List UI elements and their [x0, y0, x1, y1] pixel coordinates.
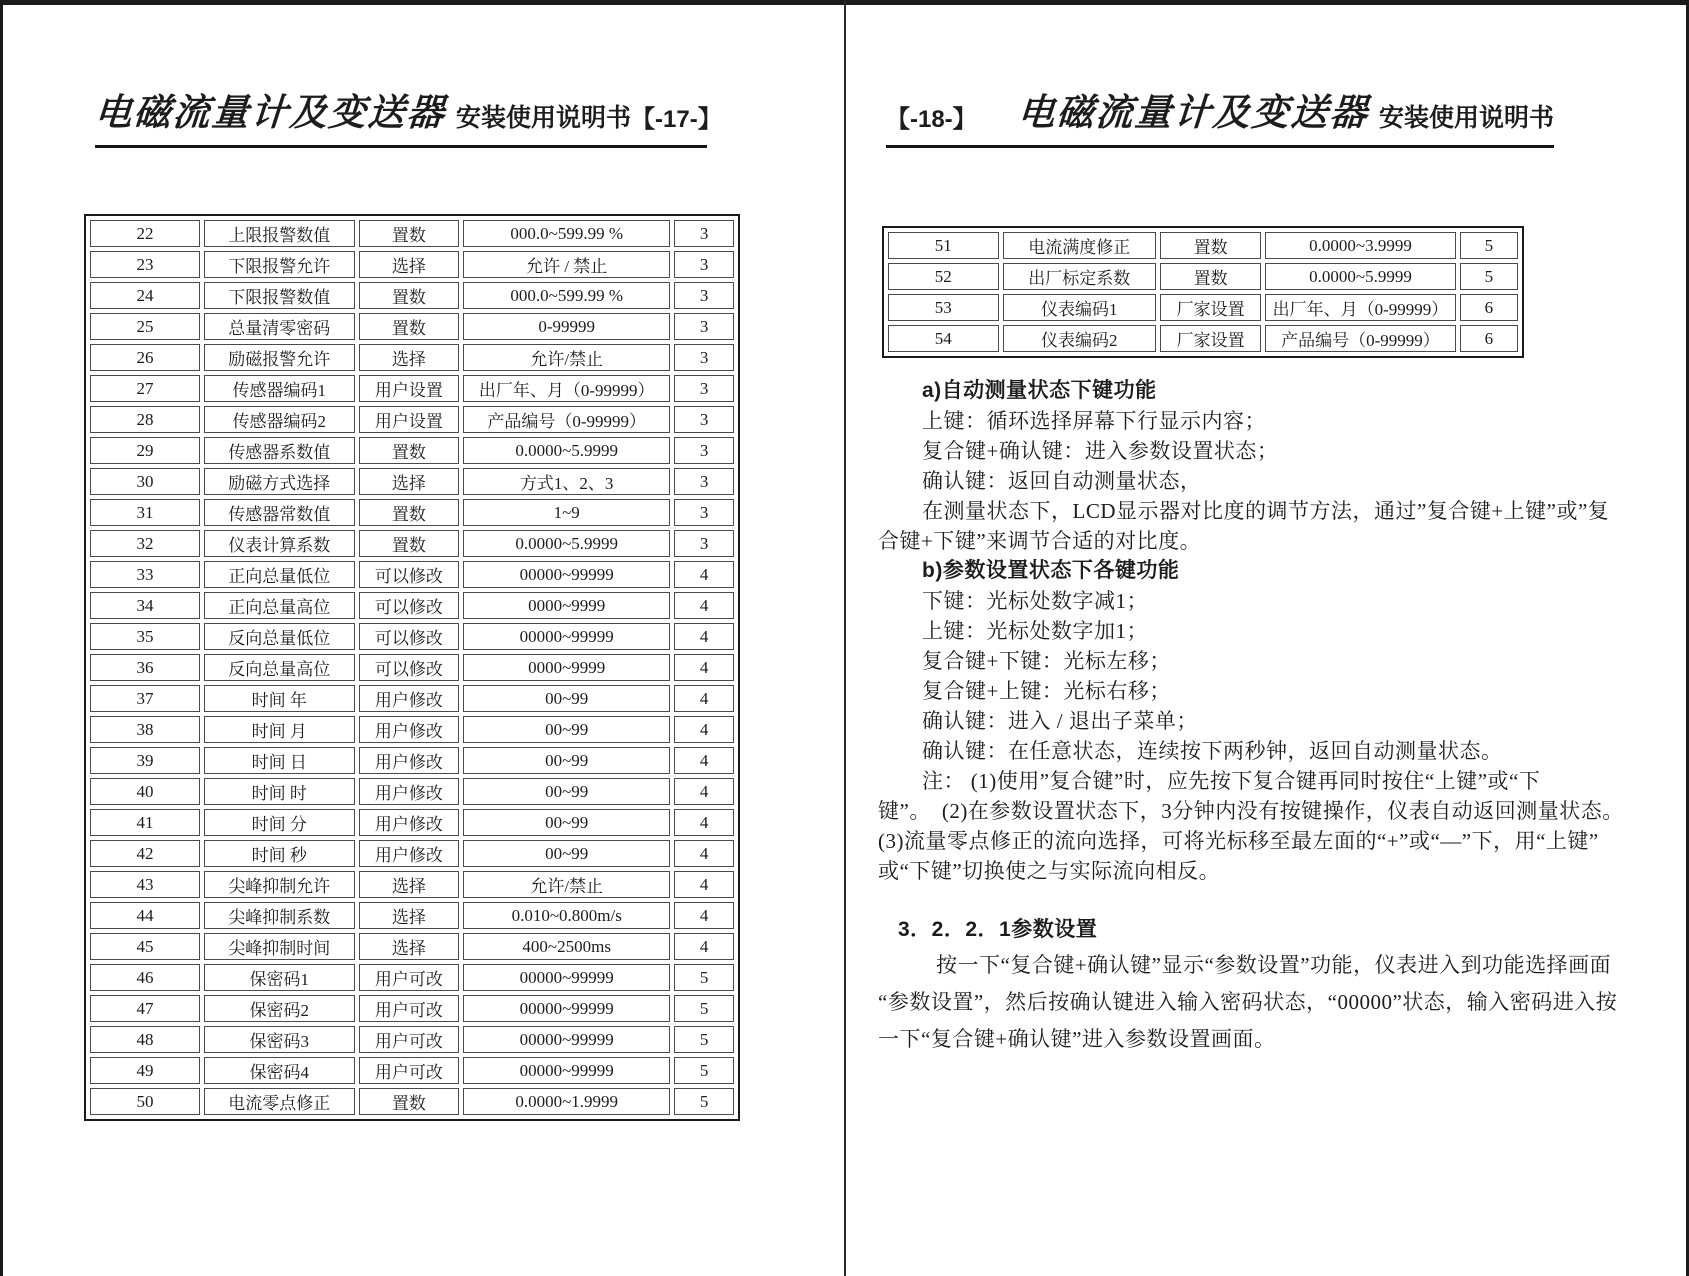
param-digits-cell: 5 — [1460, 263, 1518, 290]
param-type-cell: 可以修改 — [359, 623, 459, 650]
table-row — [90, 1088, 734, 1115]
table-row — [90, 840, 734, 867]
param-type-cell: 选择 — [359, 468, 459, 495]
table-row — [90, 964, 734, 991]
param-type-cell: 置数 — [359, 220, 459, 247]
param-number-cell: 45 — [90, 933, 200, 960]
table-row — [90, 809, 734, 836]
param-digits-cell: 4 — [674, 592, 734, 619]
param-number-cell: 41 — [90, 809, 200, 836]
parameter-table-22-50 — [84, 214, 740, 1121]
param-digits-cell: 5 — [674, 995, 734, 1022]
param-type-cell: 用户可改 — [359, 1026, 459, 1053]
param-number-cell: 36 — [90, 654, 200, 681]
table-row — [888, 294, 1518, 321]
param-digits-cell: 5 — [674, 1088, 734, 1115]
table-row — [90, 375, 734, 402]
param-number-cell: 40 — [90, 778, 200, 805]
text-line: 上键：光标处数字加1； — [922, 619, 1148, 643]
param-name-cell: 仪表编码1 — [1003, 294, 1157, 321]
param-range-cell: 00~99 — [463, 716, 670, 743]
param-number-cell: 34 — [90, 592, 200, 619]
param-range-cell: 0.0000~1.9999 — [463, 1088, 670, 1115]
text-line: 一下“复合键+确认键”进入参数设置画面。 — [878, 1027, 1276, 1051]
table-row — [90, 1026, 734, 1053]
param-name-cell: 电流零点修正 — [204, 1088, 355, 1115]
param-digits-cell: 3 — [674, 313, 734, 340]
param-number-cell: 39 — [90, 747, 200, 774]
table-row — [90, 747, 734, 774]
param-number-cell: 22 — [90, 220, 200, 247]
param-name-cell: 保密码3 — [204, 1026, 355, 1053]
param-type-cell: 用户修改 — [359, 809, 459, 836]
table-row — [90, 282, 734, 309]
param-range-cell: 400~2500ms — [463, 933, 670, 960]
table-row — [90, 716, 734, 743]
param-type-cell: 用户设置 — [359, 406, 459, 433]
param-range-cell: 00~99 — [463, 840, 670, 867]
text-line: 确认键：在任意状态，连续按下两秒钟，返回自动测量状态。 — [922, 739, 1503, 763]
manual-subtitle: 安装使用说明书 — [456, 104, 632, 132]
param-range-cell: 0.010~0.800m/s — [463, 902, 670, 929]
param-number-cell: 33 — [90, 561, 200, 588]
param-type-cell: 用户可改 — [359, 995, 459, 1022]
param-type-cell: 置数 — [1160, 263, 1261, 290]
param-digits-cell: 6 — [1460, 325, 1518, 352]
param-number-cell: 30 — [90, 468, 200, 495]
param-number-cell: 24 — [90, 282, 200, 309]
param-type-cell: 可以修改 — [359, 592, 459, 619]
param-type-cell: 厂家设置 — [1160, 294, 1261, 321]
param-number-cell: 42 — [90, 840, 200, 867]
param-range-cell: 产品编号（0-99999） — [1265, 325, 1455, 352]
param-range-cell: 00000~99999 — [463, 623, 670, 650]
param-digits-cell: 4 — [674, 716, 734, 743]
param-digits-cell: 3 — [674, 530, 734, 557]
text-line: 上键：循环选择屏幕下行显示内容； — [922, 409, 1266, 433]
text-line: 复合键+确认键：进入参数设置状态； — [922, 439, 1279, 463]
table-row — [90, 344, 734, 371]
param-type-cell: 置数 — [359, 499, 459, 526]
param-name-cell: 尖峰抑制系数 — [204, 902, 355, 929]
param-range-cell: 00~99 — [463, 685, 670, 712]
param-type-cell: 选择 — [359, 933, 459, 960]
text-line: 3．2．2．1参数设置 — [898, 918, 1098, 941]
param-digits-cell: 3 — [674, 220, 734, 247]
param-digits-cell: 3 — [674, 468, 734, 495]
param-range-cell: 出厂年、月（0-99999） — [1265, 294, 1455, 321]
param-type-cell: 置数 — [359, 530, 459, 557]
param-digits-cell: 4 — [674, 778, 734, 805]
param-digits-cell: 6 — [1460, 294, 1518, 321]
page-17 — [0, 0, 844, 1276]
text-line: a)自动测量状态下键功能 — [922, 379, 1157, 402]
param-range-cell: 0.0000~5.9999 — [1265, 263, 1455, 290]
key-functions-text — [878, 376, 1624, 1058]
table-row — [90, 220, 734, 247]
table-row — [90, 561, 734, 588]
param-number-cell: 48 — [90, 1026, 200, 1053]
table-row — [888, 232, 1518, 259]
param-type-cell: 选择 — [359, 871, 459, 898]
param-range-cell: 00000~99999 — [463, 995, 670, 1022]
param-name-cell: 传感器系数值 — [204, 437, 355, 464]
param-number-cell: 27 — [90, 375, 200, 402]
text-line: 在测量状态下，LCD显示器对比度的调节方法，通过”复合键+上键”或”复 — [922, 499, 1610, 523]
text-line: 注： (1)使用”复合键”时，应先按下复合键再同时按住“上键”或“下 — [922, 769, 1541, 793]
page-number: 【-18-】 — [886, 106, 977, 133]
param-number-cell: 29 — [90, 437, 200, 464]
param-range-cell: 0.0000~3.9999 — [1265, 232, 1455, 259]
page-18-header — [886, 82, 1554, 148]
table-row — [90, 406, 734, 433]
param-digits-cell: 5 — [674, 964, 734, 991]
param-type-cell: 选择 — [359, 251, 459, 278]
param-digits-cell: 4 — [674, 871, 734, 898]
table-row — [90, 313, 734, 340]
param-name-cell: 上限报警数值 — [204, 220, 355, 247]
param-number-cell: 54 — [888, 325, 999, 352]
param-name-cell: 保密码4 — [204, 1057, 355, 1084]
param-type-cell: 用户修改 — [359, 778, 459, 805]
param-digits-cell: 5 — [674, 1057, 734, 1084]
param-number-cell: 50 — [90, 1088, 200, 1115]
param-range-cell: 出厂年、月（0-99999） — [463, 375, 670, 402]
param-number-cell: 51 — [888, 232, 999, 259]
table-row — [90, 995, 734, 1022]
param-name-cell: 出厂标定系数 — [1003, 263, 1157, 290]
param-digits-cell: 4 — [674, 561, 734, 588]
table-row — [90, 437, 734, 464]
param-range-cell: 0000~9999 — [463, 654, 670, 681]
param-digits-cell: 4 — [674, 654, 734, 681]
param-range-cell: 方式1、2、3 — [463, 468, 670, 495]
table-row — [90, 871, 734, 898]
table-row — [90, 933, 734, 960]
param-digits-cell: 4 — [674, 902, 734, 929]
param-name-cell: 时间 分 — [204, 809, 355, 836]
param-range-cell: 产品编号（0-99999） — [463, 406, 670, 433]
text-line: 合键+下键”来调节合适的对比度。 — [878, 529, 1202, 553]
param-range-cell: 0.0000~5.9999 — [463, 530, 670, 557]
param-name-cell: 正向总量高位 — [204, 592, 355, 619]
param-number-cell: 49 — [90, 1057, 200, 1084]
param-name-cell: 励磁报警允许 — [204, 344, 355, 371]
text-line: 下键：光标处数字减1； — [922, 589, 1148, 613]
param-digits-cell: 5 — [1460, 232, 1518, 259]
param-number-cell: 53 — [888, 294, 999, 321]
param-type-cell: 用户可改 — [359, 1057, 459, 1084]
param-digits-cell: 4 — [674, 933, 734, 960]
param-digits-cell: 3 — [674, 251, 734, 278]
param-name-cell: 电流满度修正 — [1003, 232, 1157, 259]
param-range-cell: 允许/禁止 — [463, 871, 670, 898]
param-digits-cell: 3 — [674, 437, 734, 464]
param-name-cell: 时间 年 — [204, 685, 355, 712]
table-row — [90, 623, 734, 650]
param-digits-cell: 3 — [674, 499, 734, 526]
param-digits-cell: 4 — [674, 809, 734, 836]
param-name-cell: 保密码2 — [204, 995, 355, 1022]
param-range-cell: 0000~9999 — [463, 592, 670, 619]
param-name-cell: 励磁方式选择 — [204, 468, 355, 495]
param-range-cell: 允许 / 禁止 — [463, 251, 670, 278]
param-number-cell: 28 — [90, 406, 200, 433]
table-row — [90, 685, 734, 712]
param-range-cell: 00~99 — [463, 809, 670, 836]
param-name-cell: 传感器编码2 — [204, 406, 355, 433]
table-row — [90, 468, 734, 495]
param-name-cell: 总量清零密码 — [204, 313, 355, 340]
table-row — [90, 902, 734, 929]
text-line: 确认键：返回自动测量状态， — [922, 469, 1202, 493]
param-number-cell: 37 — [90, 685, 200, 712]
param-digits-cell: 4 — [674, 747, 734, 774]
text-line: 复合键+下键：光标左移； — [922, 649, 1171, 673]
param-name-cell: 尖峰抑制允许 — [204, 871, 355, 898]
param-name-cell: 时间 秒 — [204, 840, 355, 867]
param-type-cell: 可以修改 — [359, 561, 459, 588]
param-range-cell: 1~9 — [463, 499, 670, 526]
param-type-cell: 用户修改 — [359, 747, 459, 774]
param-type-cell: 选择 — [359, 344, 459, 371]
parameter-table-51-54 — [882, 226, 1524, 358]
text-line: 键”。 (2)在参数设置状态下，3分钟内没有按键操作，仪表自动返回测量状态。 — [878, 799, 1624, 823]
text-line: b)参数设置状态下各键功能 — [922, 559, 1180, 582]
param-type-cell: 用户修改 — [359, 716, 459, 743]
param-name-cell: 正向总量低位 — [204, 561, 355, 588]
param-type-cell: 置数 — [359, 1088, 459, 1115]
param-digits-cell: 3 — [674, 282, 734, 309]
param-number-cell: 25 — [90, 313, 200, 340]
param-number-cell: 38 — [90, 716, 200, 743]
param-type-cell: 用户可改 — [359, 964, 459, 991]
page-17-header — [93, 82, 722, 148]
text-line: 按一下“复合键+确认键”显示“参数设置”功能，仪表进入到功能选择画面 — [936, 953, 1612, 977]
param-number-cell: 46 — [90, 964, 200, 991]
param-type-cell: 置数 — [359, 313, 459, 340]
param-number-cell: 35 — [90, 623, 200, 650]
param-digits-cell: 5 — [674, 1026, 734, 1053]
text-line: 复合键+上键：光标右移； — [922, 679, 1171, 703]
param-number-cell: 32 — [90, 530, 200, 557]
param-name-cell: 保密码1 — [204, 964, 355, 991]
param-range-cell: 00~99 — [463, 778, 670, 805]
param-range-cell: 000.0~599.99 % — [463, 220, 670, 247]
param-range-cell: 00000~99999 — [463, 1026, 670, 1053]
manual-subtitle: 安装使用说明书 — [1378, 104, 1554, 132]
param-number-cell: 26 — [90, 344, 200, 371]
param-name-cell: 下限报警允许 — [204, 251, 355, 278]
param-range-cell: 00000~99999 — [463, 561, 670, 588]
param-name-cell: 仪表计算系数 — [204, 530, 355, 557]
table-row — [90, 499, 734, 526]
param-digits-cell: 4 — [674, 840, 734, 867]
table-row — [90, 1057, 734, 1084]
param-digits-cell: 4 — [674, 685, 734, 712]
text-line: 确认键：进入 / 退出子菜单； — [922, 709, 1198, 733]
param-number-cell: 43 — [90, 871, 200, 898]
text-line: “参数设置”，然后按确认键进入输入密码状态，“00000”状态，输入密码进入按 — [878, 990, 1618, 1014]
param-name-cell: 反向总量高位 — [204, 654, 355, 681]
table-row — [888, 325, 1518, 352]
table-row — [90, 251, 734, 278]
param-range-cell: 0.0000~5.9999 — [463, 437, 670, 464]
param-name-cell: 仪表编码2 — [1003, 325, 1157, 352]
table-row — [90, 592, 734, 619]
param-number-cell: 31 — [90, 499, 200, 526]
param-type-cell: 置数 — [1160, 232, 1261, 259]
param-digits-cell: 4 — [674, 623, 734, 650]
param-digits-cell: 3 — [674, 406, 734, 433]
param-number-cell: 52 — [888, 263, 999, 290]
param-type-cell: 用户设置 — [359, 375, 459, 402]
param-type-cell: 厂家设置 — [1160, 325, 1261, 352]
param-number-cell: 47 — [90, 995, 200, 1022]
param-range-cell: 000.0~599.99 % — [463, 282, 670, 309]
param-name-cell: 传感器编码1 — [204, 375, 355, 402]
param-number-cell: 23 — [90, 251, 200, 278]
param-name-cell: 尖峰抑制时间 — [204, 933, 355, 960]
text-line: (3)流量零点修正的流向选择，可将光标移至最左面的“+”或“—”下，用“上键” — [878, 829, 1599, 853]
table-row — [888, 263, 1518, 290]
text-line: 或“下键”切换使之与实际流向相反。 — [878, 859, 1221, 883]
page-number: 【-17-】 — [631, 106, 722, 133]
manual-title: 电磁流量计及变送器 — [93, 93, 448, 134]
param-type-cell: 选择 — [359, 902, 459, 929]
param-name-cell: 时间 月 — [204, 716, 355, 743]
param-range-cell: 允许/禁止 — [463, 344, 670, 371]
table-row — [90, 654, 734, 681]
param-number-cell: 44 — [90, 902, 200, 929]
param-name-cell: 下限报警数值 — [204, 282, 355, 309]
param-range-cell: 0-99999 — [463, 313, 670, 340]
param-range-cell: 00000~99999 — [463, 1057, 670, 1084]
param-name-cell: 传感器常数值 — [204, 499, 355, 526]
param-type-cell: 置数 — [359, 282, 459, 309]
param-name-cell: 反向总量低位 — [204, 623, 355, 650]
param-type-cell: 置数 — [359, 437, 459, 464]
param-name-cell: 时间 日 — [204, 747, 355, 774]
table-row — [90, 530, 734, 557]
param-type-cell: 可以修改 — [359, 654, 459, 681]
param-type-cell: 用户修改 — [359, 685, 459, 712]
param-digits-cell: 3 — [674, 344, 734, 371]
manual-title: 电磁流量计及变送器 — [1016, 93, 1371, 134]
param-name-cell: 时间 时 — [204, 778, 355, 805]
param-range-cell: 00~99 — [463, 747, 670, 774]
param-range-cell: 00000~99999 — [463, 964, 670, 991]
param-digits-cell: 3 — [674, 375, 734, 402]
param-type-cell: 用户修改 — [359, 840, 459, 867]
table-row — [90, 778, 734, 805]
